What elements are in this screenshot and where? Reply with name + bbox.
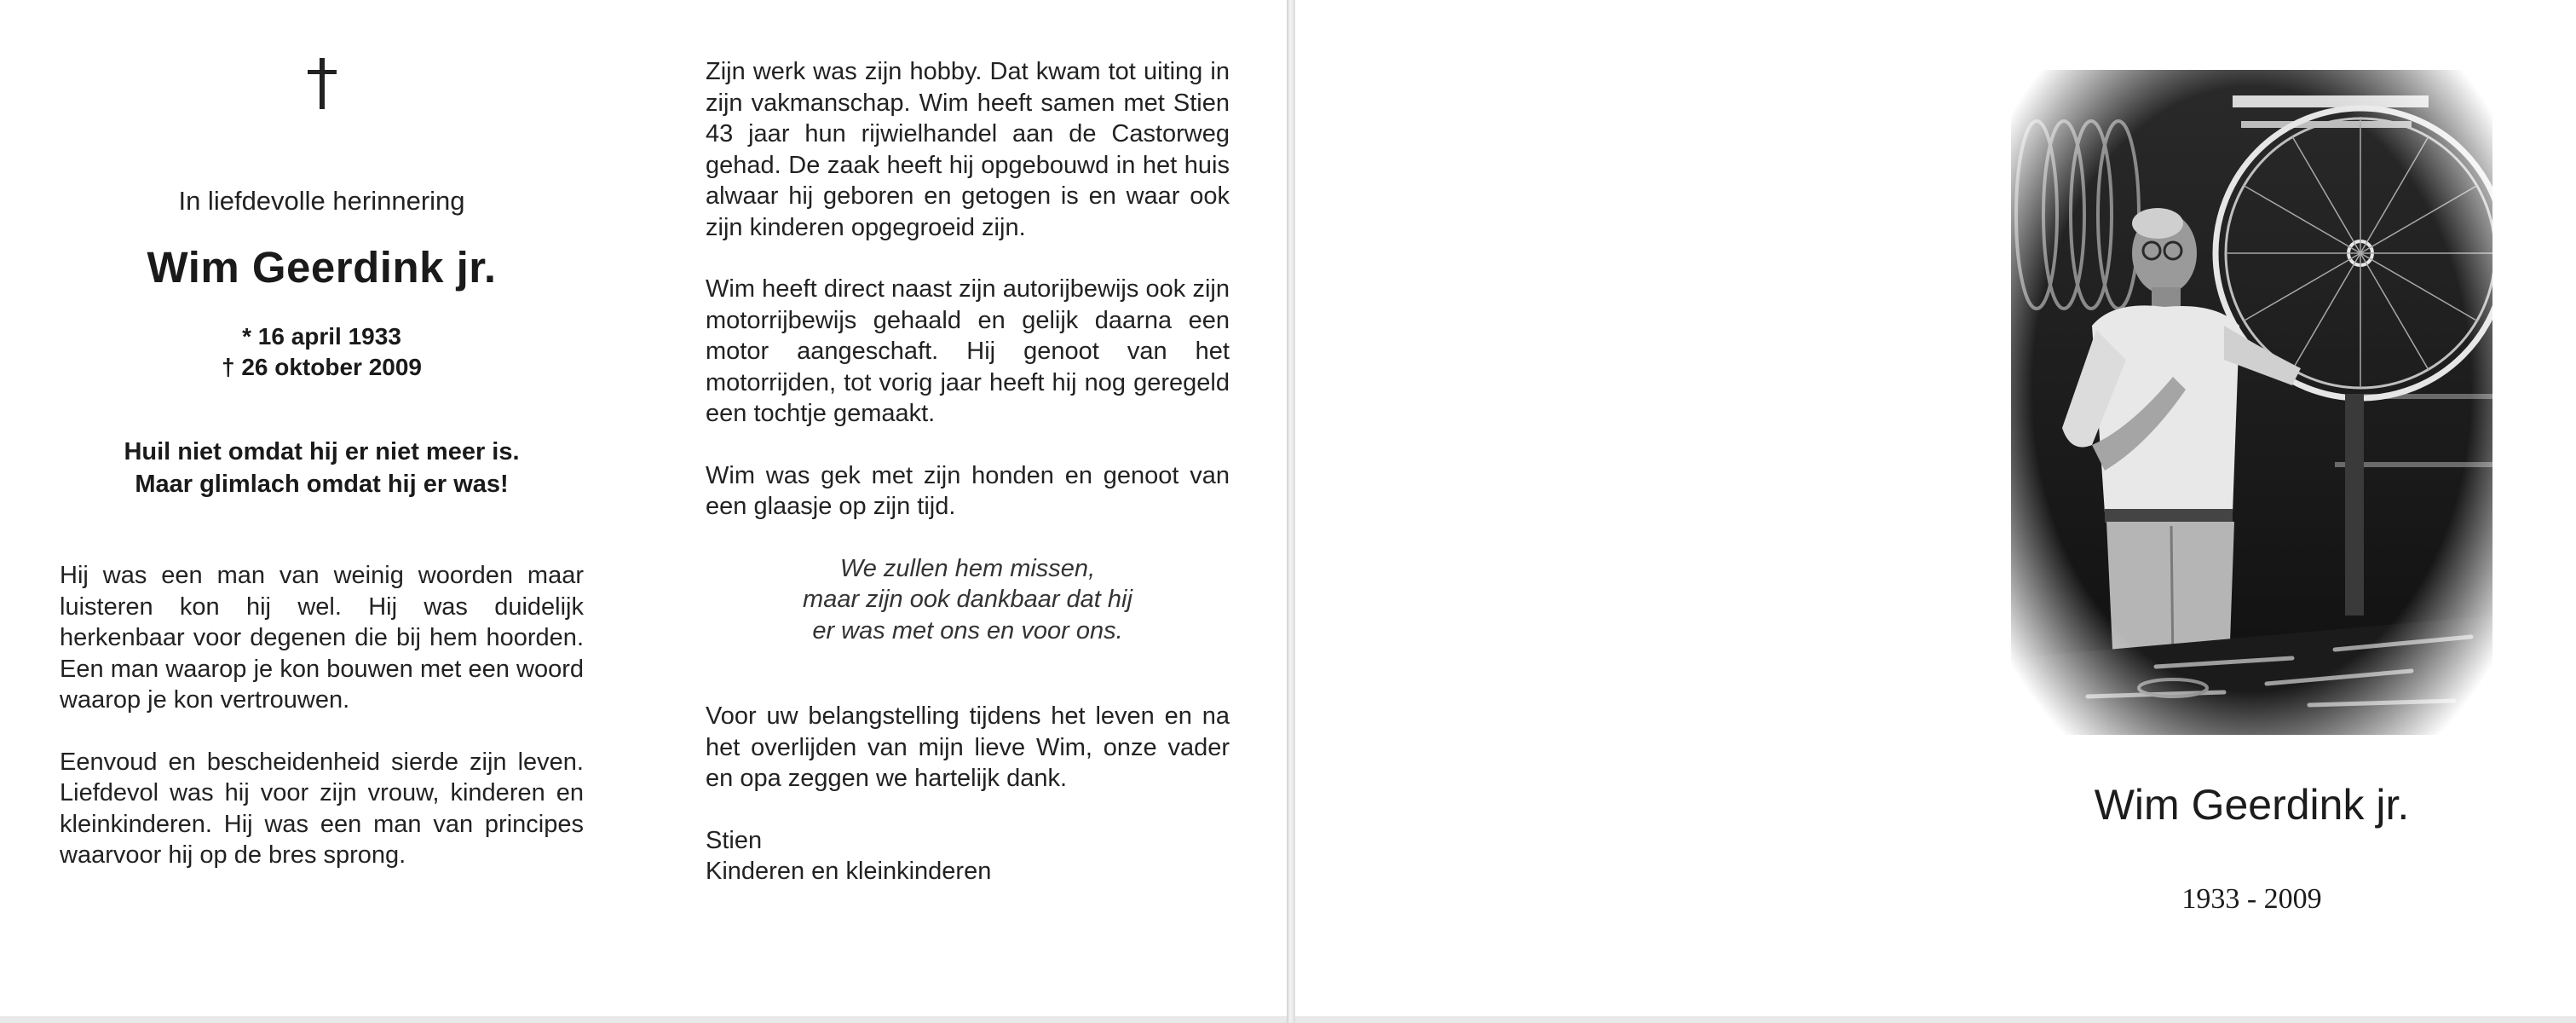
- cross-icon: [60, 51, 584, 119]
- thanks-paragraph: Voor uw belangstelling tijdens het leven en na het overlijden van mijn lieve Wim, onze vader en opa zeggen we hartelijk dank.: [706, 702, 1230, 792]
- motto-line: Maar glimlach omdat hij er was!: [135, 471, 509, 498]
- left-column: [60, 51, 584, 871]
- death-date: † 26 oktober 2009: [221, 354, 423, 380]
- portrait-photo: [2011, 70, 2492, 735]
- cover-years: 1933 - 2009: [2181, 883, 2322, 915]
- paragraph-dogs: Wim was gek met zijn honden en genoot van een glaasje op zijn tijd.: [706, 461, 1230, 520]
- poem-line: We zullen hem missen,: [839, 554, 1096, 582]
- signature-family: Kinderen en kleinkinderen: [706, 858, 992, 885]
- motto-line: Huil niet omdat hij er niet meer is.: [124, 438, 520, 465]
- poem-line: maar zijn ook dankbaar dat hij: [803, 586, 1132, 613]
- card-fold: [1287, 0, 1295, 1023]
- portrait-photo-icon: [2011, 70, 2492, 735]
- motto: [60, 436, 584, 500]
- in-memory-heading: In liefdevolle herinnering: [178, 186, 465, 216]
- middle-column: [706, 56, 1230, 887]
- signature-name: Stien: [706, 826, 763, 854]
- poem: [706, 553, 1230, 647]
- deceased-name: Wim Geerdink jr.: [147, 243, 497, 292]
- paragraph-family: Eenvoud en bescheidenheid sierde zijn leven. Liefdevol was hij voor zijn vrouw, kinderen en kleinkinderen. Hij was een man van principes waarvoor hij op de bres sprong.: [60, 748, 584, 869]
- paragraph-work: Zijn werk was zijn hobby. Dat kwam tot uiting in zijn vakmanschap. Wim heeft samen met Stien 43 jaar hun rijwielhandel aan de Castorweg gehad. De zaak heeft hij opgebouwd in het huis alwaar hij geboren en getogen is en waar ook zijn kinderen opgegroeid zijn.: [706, 58, 1230, 241]
- paragraph-character: Hij was een man van weinig woorden maar luisteren kon hij wel. Hij was duidelijk herkenbaar voor degenen die bij hem hoorden. Een man waarop je kon bouwen met een woord waarop je kon vertrouwen.: [60, 562, 584, 714]
- life-dates: [60, 321, 584, 383]
- signature: [706, 825, 1230, 887]
- poem-line: er was met ons en voor ons.: [812, 616, 1123, 644]
- cover-name: Wim Geerdink jr.: [2094, 781, 2410, 829]
- inner-card: [0, 0, 1287, 1016]
- birth-date: * 16 april 1933: [242, 323, 401, 350]
- paragraph-motorcycle: Wim heeft direct naast zijn autorijbewijs ook zijn motorrijbewijs gehaald en gelijk daarna een motor aangeschaft. Hij genoot van het motorrijden, tot vorig jaar heeft hij nog geregeld een tochtje gemaakt.: [706, 275, 1230, 427]
